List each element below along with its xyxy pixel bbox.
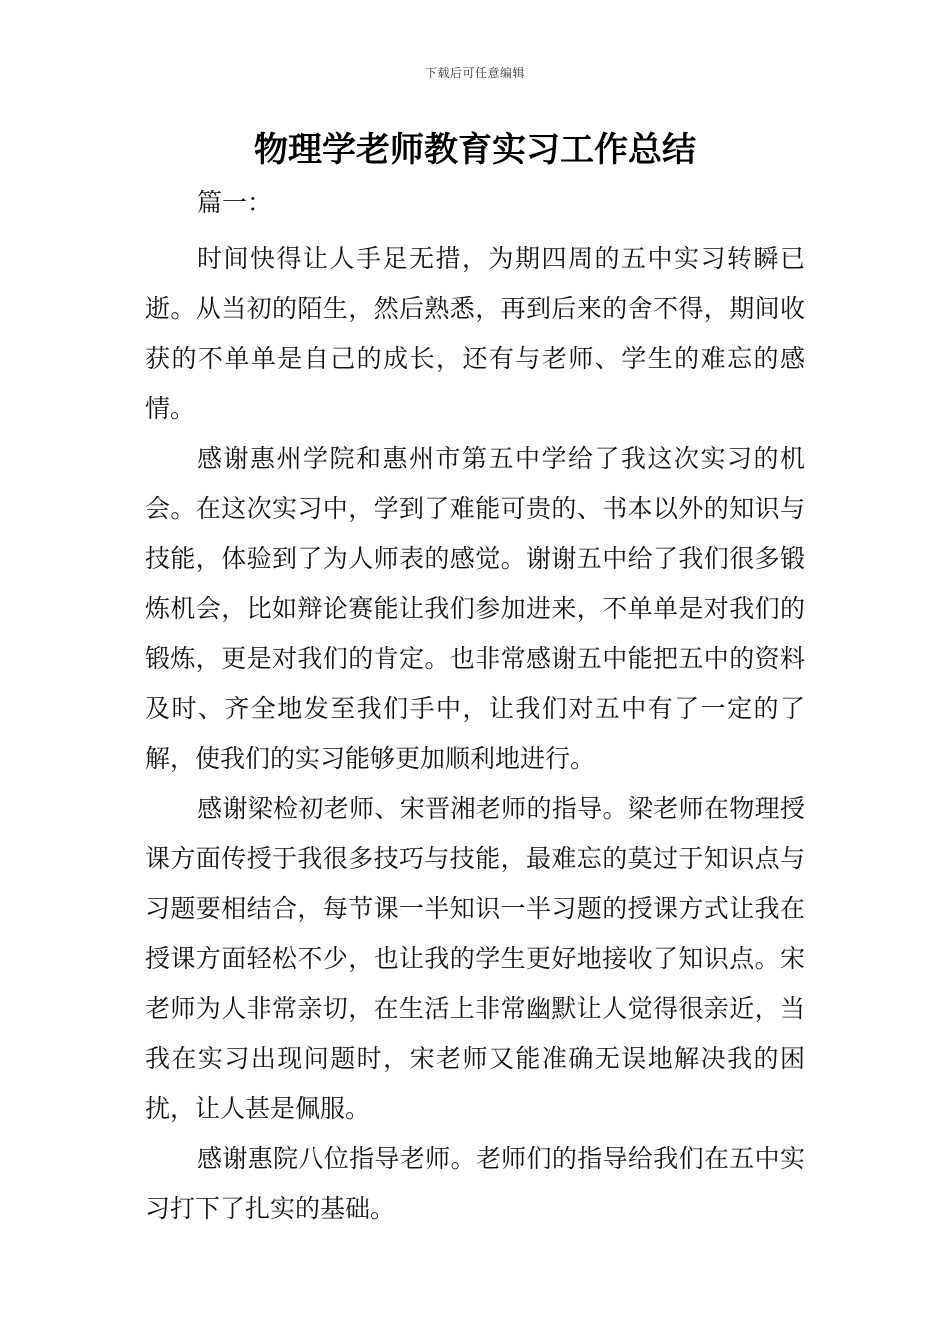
document-body (145, 178, 805, 1234)
paragraph-2: 感谢惠州学院和惠州市第五中学给了我这次实习的机会。在这次实习中，学到了难能可贵的、书本以外的知识与技能，体验到了为人师表的感觉。谢谢五中给了我们很多锻炼机会，比如辩论赛能让我们参加进来，不单单是对我们的锻炼，更是对我们的肯定。也非常感谢五中能把五中的资料及时、齐全地发至我们手中，让我们对五中有了一定的了解，使我们的实习能够更加顺利地进行。 (145, 444, 805, 773)
header-note: 下载后可任意编辑 (424, 66, 525, 80)
section-label: 篇一： (197, 188, 273, 217)
paragraph-4: 感谢惠院八位指导老师。老师们的指导给我们在五中实习打下了扎实的基础。 (145, 1144, 805, 1223)
document-title: 物理学老师教育实习工作总结 (254, 130, 696, 170)
paragraph-1: 时间快得让人手足无措，为期四周的五中实习转瞬已逝。从当初的陌生，然后熟悉，再到后来的舍不得，期间收获的不单单是自己的成长，还有与老师、学生的难忘的感情。 (145, 244, 805, 423)
paragraph-3: 感谢梁检初老师、宋晋湘老师的指导。梁老师在物理授课方面传授于我很多技巧与技能，最难忘的莫过于知识点与习题要相结合，每节课一半知识一半习题的授课方式让我在授课方面轻松不少，也让我的学生更好地接收了知识点。宋老师为人非常亲切，在生活上非常幽默让人觉得很亲近，当我在实习出现问题时，宋老师又能准确无误地解决我的困扰，让人甚是佩服。 (145, 794, 805, 1123)
